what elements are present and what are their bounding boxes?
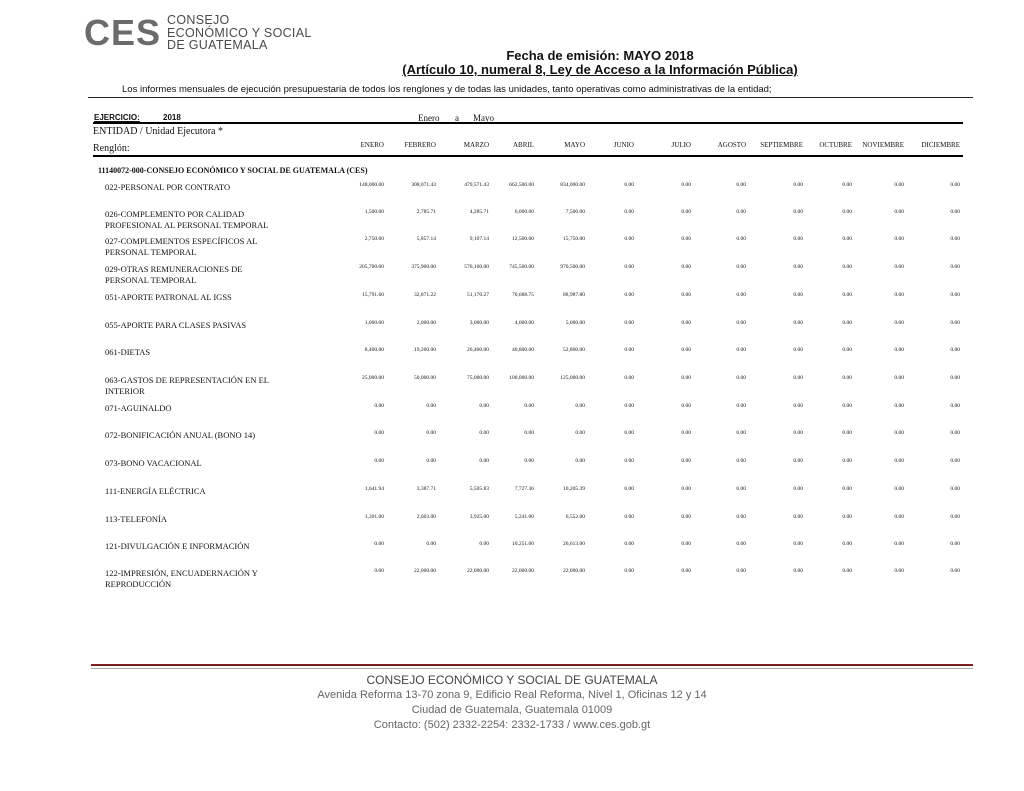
- amount-cell: 0.00: [426, 430, 436, 436]
- amount-cell: 0.00: [524, 430, 534, 436]
- amount-cell: 0.00: [736, 292, 746, 298]
- amount-cell: 0.00: [950, 430, 960, 436]
- table-row: [0, 292, 1024, 318]
- amount-cell: 8,400.00: [364, 347, 384, 353]
- amount-cell: 0.00: [736, 430, 746, 436]
- amount-cell: 205,700.00: [359, 264, 384, 270]
- amount-cell: 0.00: [842, 486, 852, 492]
- amount-cell: 22,000.00: [414, 568, 436, 574]
- amount-cell: 0.00: [575, 430, 585, 436]
- logo-line: DE GUATEMALA: [167, 38, 268, 53]
- amount-cell: 125,000.00: [560, 375, 585, 381]
- amount-cell: 22,000.00: [563, 568, 585, 574]
- amount-cell: 0.00: [894, 182, 904, 188]
- amount-cell: 0.00: [624, 320, 634, 326]
- amount-cell: 52,800.00: [563, 347, 585, 353]
- amount-cell: 75,000.00: [467, 375, 489, 381]
- amount-cell: 0.00: [681, 486, 691, 492]
- amount-cell: 0.00: [793, 541, 803, 547]
- period-start: Enero: [418, 113, 440, 123]
- amount-cell: 0.00: [479, 430, 489, 436]
- amount-cell: 51,170.27: [467, 292, 489, 298]
- amount-cell: 0.00: [950, 347, 960, 353]
- report-subtitle: (Artículo 10, numeral 8, Ley de Acceso a la Información Pública): [402, 62, 798, 77]
- renglon-label-cell: 073-BONO VACACIONAL: [105, 458, 202, 468]
- footer-rule-thin: [91, 668, 973, 669]
- month-header: JULIO: [671, 141, 691, 149]
- amount-cell: 0.00: [894, 568, 904, 574]
- amount-cell: 1,301.00: [364, 514, 384, 520]
- logo-line: ECONÓMICO Y SOCIAL: [167, 25, 312, 40]
- amount-cell: 0.00: [681, 320, 691, 326]
- amount-cell: 0.00: [842, 514, 852, 520]
- amount-cell: 0.00: [793, 430, 803, 436]
- amount-cell: 0.00: [681, 292, 691, 298]
- month-header: OCTUBRE: [819, 141, 852, 149]
- amount-cell: 0.00: [736, 264, 746, 270]
- amount-cell: 0.00: [681, 403, 691, 409]
- amount-cell: 0.00: [793, 514, 803, 520]
- amount-cell: 0.00: [793, 375, 803, 381]
- amount-cell: 0.00: [894, 264, 904, 270]
- amount-cell: 0.00: [793, 403, 803, 409]
- amount-cell: 0.00: [793, 182, 803, 188]
- renglon-label-cell: 029-OTRAS REMUNERACIONES DE PERSONAL TEMPORAL: [105, 264, 243, 285]
- amount-cell: 3,925.00: [469, 514, 489, 520]
- amount-cell: 0.00: [894, 209, 904, 215]
- amount-cell: 0.00: [793, 236, 803, 242]
- table-row: [0, 430, 1024, 456]
- amount-cell: 0.00: [624, 568, 634, 574]
- amount-cell: 0.00: [894, 236, 904, 242]
- month-header: ABRIL: [513, 141, 534, 149]
- amount-cell: 1,000.00: [364, 320, 384, 326]
- logo-org-name: [167, 14, 312, 52]
- amount-cell: 0.00: [624, 541, 634, 547]
- month-header: JUNIO: [613, 141, 634, 149]
- renglon-label-cell: 072-BONIFICACIÓN ANUAL (BONO 14): [105, 430, 256, 440]
- amount-cell: 0.00: [736, 541, 746, 547]
- amount-cell: 479,571.43: [464, 182, 489, 188]
- table-row: [0, 403, 1024, 429]
- amount-cell: 7,727.36: [514, 486, 534, 492]
- amount-cell: 3,000.00: [469, 320, 489, 326]
- amount-cell: 375,900.00: [411, 264, 436, 270]
- amount-cell: 0.00: [842, 458, 852, 464]
- ejercicio-label: EJERCICIO:: [94, 113, 140, 122]
- amount-cell: 576,100.00: [464, 264, 489, 270]
- table-row: [0, 514, 1024, 540]
- renglon-label-cell: 121-DIVULGACIÓN E INFORMACIÓN: [105, 541, 250, 551]
- amount-cell: 834,000.00: [560, 182, 585, 188]
- amount-cell: 0.00: [374, 458, 384, 464]
- table-row: [0, 458, 1024, 484]
- period-end: Mayo: [473, 113, 494, 123]
- amount-cell: 4,000.00: [514, 320, 534, 326]
- logo-line: CONSEJO: [167, 13, 230, 28]
- amount-cell: 0.00: [950, 264, 960, 270]
- footer-address: Avenida Reforma 13-70 zona 9, Edificio Real Reforma, Nivel 1, Oficinas 12 y 14: [317, 689, 707, 701]
- footer-city: Ciudad de Guatemala, Guatemala 01009: [411, 704, 613, 716]
- amount-cell: 0.00: [374, 430, 384, 436]
- amount-cell: 0.00: [374, 541, 384, 547]
- amount-cell: 0.00: [842, 403, 852, 409]
- amount-cell: 0.00: [479, 541, 489, 547]
- footer-org: CONSEJO ECONÓMICO Y SOCIAL DE GUATEMALA: [366, 673, 658, 687]
- amount-cell: 0.00: [793, 458, 803, 464]
- amount-cell: 0.00: [681, 347, 691, 353]
- renglon-label-cell: 111-ENERGÍA ELÉCTRICA: [105, 486, 206, 496]
- amount-cell: 10,205.39: [563, 486, 585, 492]
- table-row: [0, 209, 1024, 235]
- amount-cell: 0.00: [624, 264, 634, 270]
- amount-cell: 745,500.00: [509, 264, 534, 270]
- amount-cell: 3,387.71: [416, 486, 436, 492]
- amount-cell: 0.00: [681, 541, 691, 547]
- amount-cell: 0.00: [624, 430, 634, 436]
- renglon-label-cell: 055-APORTE PARA CLASES PASIVAS: [105, 320, 247, 330]
- amount-cell: 0.00: [736, 568, 746, 574]
- amount-cell: 0.00: [524, 403, 534, 409]
- amount-cell: 22,000.00: [467, 568, 489, 574]
- amount-cell: 10,251.00: [512, 541, 534, 547]
- amount-cell: 0.00: [793, 209, 803, 215]
- amount-cell: 0.00: [793, 347, 803, 353]
- amount-cell: 0.00: [842, 541, 852, 547]
- amount-cell: 0.00: [842, 292, 852, 298]
- renglon-label-cell: 113-TELEFONÍA: [105, 514, 168, 524]
- amount-cell: 0.00: [624, 236, 634, 242]
- amount-cell: 32,871.22: [414, 292, 436, 298]
- amount-cell: 15,750.00: [563, 236, 585, 242]
- amount-cell: 5,505.83: [469, 486, 489, 492]
- amount-cell: 0.00: [842, 236, 852, 242]
- amount-cell: 2,603.00: [416, 514, 436, 520]
- amount-cell: 662,500.00: [509, 182, 534, 188]
- amount-cell: 0.00: [736, 347, 746, 353]
- entity-row: 11140072-000-CONSEJO ECONÓMICO Y SOCIAL DE GUATEMALA (CES): [98, 166, 368, 175]
- amount-cell: 0.00: [950, 403, 960, 409]
- amount-cell: 0.00: [950, 236, 960, 242]
- amount-cell: 0.00: [624, 292, 634, 298]
- table-row: [0, 541, 1024, 567]
- amount-cell: 0.00: [894, 458, 904, 464]
- amount-cell: 0.00: [950, 320, 960, 326]
- amount-cell: 0.00: [736, 320, 746, 326]
- amount-cell: 0.00: [793, 264, 803, 270]
- amount-cell: 0.00: [681, 568, 691, 574]
- renglon-label-cell: 051-APORTE PATRONAL AL IGSS: [105, 292, 232, 302]
- ejercicio-value: 2018: [163, 113, 181, 122]
- table-header-rule: [93, 155, 963, 157]
- table-row: [0, 347, 1024, 373]
- amount-cell: 88,987.80: [563, 292, 585, 298]
- amount-cell: 19,200.00: [414, 347, 436, 353]
- divider: [88, 97, 973, 98]
- amount-cell: 26,613.00: [563, 541, 585, 547]
- renglon-label-cell: 061-DIETAS: [105, 347, 151, 357]
- amount-cell: 0.00: [736, 486, 746, 492]
- amount-cell: 0.00: [950, 375, 960, 381]
- amount-cell: 308,071.43: [411, 182, 436, 188]
- amount-cell: 0.00: [681, 375, 691, 381]
- amount-cell: 0.00: [681, 236, 691, 242]
- amount-cell: 0.00: [950, 568, 960, 574]
- period-sep: a: [455, 113, 459, 123]
- report-title: Fecha de emisión: MAYO 2018: [506, 48, 694, 63]
- amount-cell: 0.00: [950, 458, 960, 464]
- month-header: ENERO: [360, 141, 384, 149]
- table-row: [0, 320, 1024, 346]
- amount-cell: 0.00: [842, 320, 852, 326]
- amount-cell: 1,500.00: [364, 209, 384, 215]
- amount-cell: 6,552.00: [565, 514, 585, 520]
- month-header: FEBRERO: [404, 141, 436, 149]
- amount-cell: 148,000.00: [359, 182, 384, 188]
- amount-cell: 0.00: [950, 209, 960, 215]
- amount-cell: 0.00: [894, 430, 904, 436]
- amount-cell: 0.00: [736, 182, 746, 188]
- footer-contact: Contacto: (502) 2332-2254: 2332-1733 / www.ces.gob.gt: [373, 719, 651, 731]
- amount-cell: 0.00: [793, 292, 803, 298]
- amount-cell: 0.00: [950, 292, 960, 298]
- amount-cell: 0.00: [842, 568, 852, 574]
- amount-cell: 6,000.00: [514, 209, 534, 215]
- amount-cell: 0.00: [624, 514, 634, 520]
- amount-cell: 22,000.00: [512, 568, 534, 574]
- amount-cell: 0.00: [624, 347, 634, 353]
- amount-cell: 0.00: [426, 541, 436, 547]
- amount-cell: 9,107.14: [469, 236, 489, 242]
- amount-cell: 0.00: [624, 403, 634, 409]
- amount-cell: 50,000.00: [414, 375, 436, 381]
- amount-cell: 5,857.14: [416, 236, 436, 242]
- month-header: NOVIEMBRE: [862, 141, 904, 149]
- amount-cell: 2,000.00: [416, 320, 436, 326]
- amount-cell: 0.00: [894, 375, 904, 381]
- renglon-label-cell: 122-IMPRESIÓN, ENCUADERNACIÓN Y REPRODUCCIÓN: [105, 568, 258, 589]
- table-row: [0, 236, 1024, 262]
- month-header: MARZO: [463, 141, 489, 149]
- amount-cell: 0.00: [681, 264, 691, 270]
- amount-cell: 0.00: [426, 403, 436, 409]
- amount-cell: 0.00: [479, 403, 489, 409]
- amount-cell: 0.00: [736, 236, 746, 242]
- amount-cell: 0.00: [894, 403, 904, 409]
- amount-cell: 5,000.00: [565, 320, 585, 326]
- amount-cell: 0.00: [793, 568, 803, 574]
- amount-cell: 0.00: [894, 320, 904, 326]
- amount-cell: 26,400.00: [467, 347, 489, 353]
- table-row: [0, 486, 1024, 512]
- month-header: DICIEMBRE: [921, 141, 960, 149]
- ces-logo: [84, 14, 312, 52]
- amount-cell: 0.00: [736, 209, 746, 215]
- month-header: AGOSTO: [717, 141, 746, 149]
- amount-cell: 0.00: [894, 514, 904, 520]
- amount-cell: 0.00: [894, 486, 904, 492]
- amount-cell: 4,285.71: [469, 209, 489, 215]
- amount-cell: 0.00: [624, 375, 634, 381]
- amount-cell: 0.00: [624, 182, 634, 188]
- table-top-rule: [93, 122, 963, 124]
- amount-cell: 0.00: [950, 182, 960, 188]
- amount-cell: 0.00: [736, 403, 746, 409]
- amount-cell: 0.00: [894, 292, 904, 298]
- amount-cell: 0.00: [479, 458, 489, 464]
- amount-cell: 0.00: [736, 458, 746, 464]
- logo-mark: CES: [84, 12, 162, 53]
- amount-cell: 0.00: [950, 541, 960, 547]
- amount-cell: 0.00: [950, 486, 960, 492]
- renglon-label-cell: 022-PERSONAL POR CONTRATO: [105, 182, 231, 192]
- renglon-label-cell: 026-COMPLEMENTO POR CALIDAD PROFESIONAL AL PERSONAL TEMPORAL: [105, 209, 269, 230]
- renglon-label-cell: 071-AGUINALDO: [105, 403, 172, 413]
- amount-cell: 0.00: [842, 347, 852, 353]
- amount-cell: 7,500.00: [565, 209, 585, 215]
- amount-cell: 1,641.94: [364, 486, 384, 492]
- amount-cell: 0.00: [736, 375, 746, 381]
- intro-text: Los informes mensuales de ejecución presupuestaria de todos los renglones y de todas las unidades, tanto operativas como administrativas de la entidad;: [122, 84, 772, 95]
- amount-cell: 5,241.00: [514, 514, 534, 520]
- month-header: SEPTIEMBRE: [760, 141, 803, 149]
- table-row: [0, 182, 1024, 208]
- amount-cell: 0.00: [950, 514, 960, 520]
- amount-cell: 0.00: [524, 458, 534, 464]
- amount-cell: 0.00: [624, 458, 634, 464]
- amount-cell: 12,500.00: [512, 236, 534, 242]
- table-row: [0, 264, 1024, 290]
- amount-cell: 0.00: [793, 486, 803, 492]
- table-row: [0, 568, 1024, 594]
- amount-cell: 0.00: [374, 568, 384, 574]
- amount-cell: 2,785.71: [416, 209, 436, 215]
- amount-cell: 0.00: [894, 347, 904, 353]
- amount-cell: 0.00: [426, 458, 436, 464]
- amount-cell: 0.00: [624, 486, 634, 492]
- amount-cell: 0.00: [842, 182, 852, 188]
- amount-cell: 25,000.00: [362, 375, 384, 381]
- amount-cell: 0.00: [374, 403, 384, 409]
- amount-cell: 0.00: [681, 430, 691, 436]
- amount-cell: 70,688.75: [512, 292, 534, 298]
- month-header: MAYO: [564, 141, 585, 149]
- amount-cell: 0.00: [894, 541, 904, 547]
- amount-cell: 0.00: [842, 430, 852, 436]
- table-row: [0, 375, 1024, 401]
- footer-rule: [91, 664, 973, 666]
- amount-cell: 0.00: [681, 514, 691, 520]
- amount-cell: 0.00: [736, 514, 746, 520]
- amount-cell: 0.00: [624, 209, 634, 215]
- amount-cell: 0.00: [842, 264, 852, 270]
- amount-cell: 0.00: [681, 209, 691, 215]
- amount-cell: 40,800.00: [512, 347, 534, 353]
- amount-cell: 2,750.00: [364, 236, 384, 242]
- amount-cell: 100,000.00: [509, 375, 534, 381]
- renglon-label-cell: 027-COMPLEMENTOS ESPECÍFICOS AL PERSONAL TEMPORAL: [105, 236, 258, 257]
- amount-cell: 0.00: [681, 182, 691, 188]
- amount-cell: 0.00: [575, 458, 585, 464]
- renglon-label-cell: 063-GASTOS DE REPRESENTACIÓN EN EL INTERIOR: [105, 375, 269, 396]
- amount-cell: 0.00: [842, 375, 852, 381]
- renglon-label: Renglón:: [93, 143, 130, 154]
- amount-cell: 970,500.00: [560, 264, 585, 270]
- amount-cell: 0.00: [793, 320, 803, 326]
- amount-cell: 0.00: [681, 458, 691, 464]
- amount-cell: 15,791.60: [362, 292, 384, 298]
- amount-cell: 0.00: [575, 403, 585, 409]
- entidad-label: ENTIDAD / Unidad Ejecutora *: [93, 126, 223, 137]
- amount-cell: 0.00: [842, 209, 852, 215]
